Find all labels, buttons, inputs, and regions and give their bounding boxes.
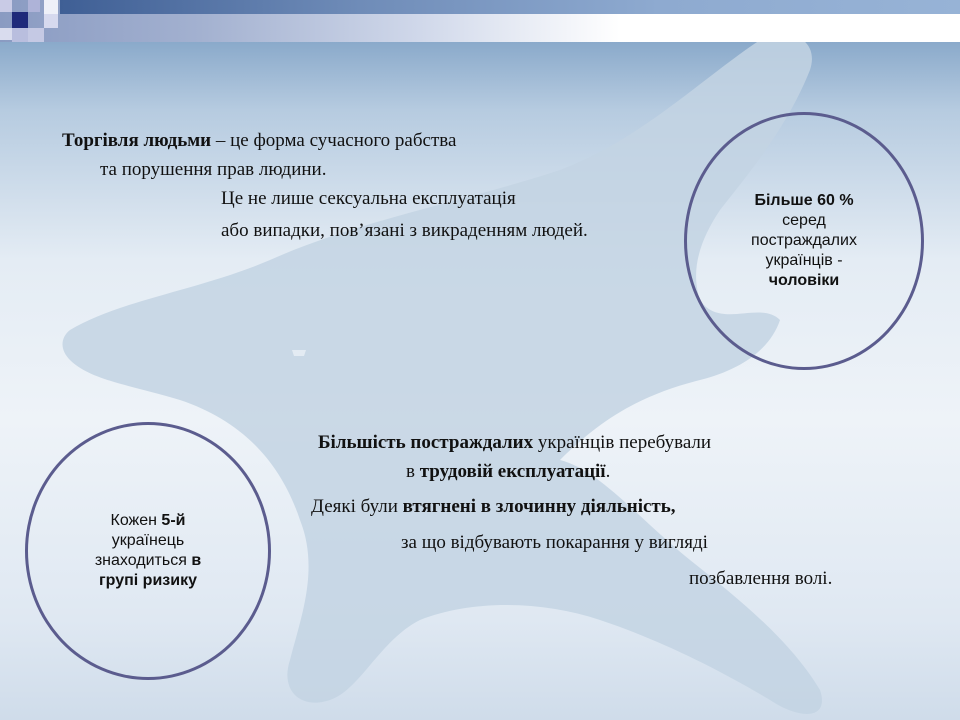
intro-line-2: та порушення прав людини. xyxy=(100,159,327,180)
intro-definition: – це форма сучасного рабства xyxy=(211,130,457,151)
top-strip xyxy=(60,0,960,14)
stat-line: постраждалих xyxy=(751,232,857,249)
lower-line-3 xyxy=(311,492,676,521)
stat-percent: Більше 60 % xyxy=(754,192,854,209)
lower-text: Деякі були xyxy=(311,496,403,517)
lower-line-5: позбавлення волі. xyxy=(689,568,833,589)
statistic-circle-risk-text xyxy=(83,511,213,591)
corner-square-light xyxy=(44,14,58,28)
risk-text: знаходиться xyxy=(94,552,192,569)
corner-square-light xyxy=(28,28,44,42)
lower-bold-labor: трудовій експлуатації xyxy=(419,461,606,482)
stat-line: українців - xyxy=(765,252,843,269)
risk-in: в xyxy=(191,552,202,569)
lower-bold-victims: Більшість постраждалих xyxy=(318,432,534,453)
lower-line-2 xyxy=(406,457,610,486)
risk-text: Кожен xyxy=(110,512,162,529)
risk-group: групі ризику xyxy=(99,572,197,589)
corner-square-lavender xyxy=(0,0,12,12)
corner-square-mid xyxy=(12,28,28,42)
lower-text: в xyxy=(406,461,420,482)
intro-line-4: або випадки, пов’язані з викраденням людей. xyxy=(221,220,588,241)
statistic-circle-men xyxy=(684,112,924,370)
risk-fifth: 5-й xyxy=(161,512,186,529)
corner-square-white xyxy=(44,0,58,14)
statistic-circle-risk xyxy=(25,422,271,680)
statistic-circle-men-text xyxy=(739,191,869,291)
lower-bold-crime: втягнені в злочинну діяльність, xyxy=(402,496,676,517)
stat-men: чоловіки xyxy=(768,272,840,289)
corner-square-light xyxy=(0,28,12,40)
stat-line: серед xyxy=(782,212,826,229)
lower-text: . xyxy=(605,461,611,482)
intro-line-1 xyxy=(62,126,456,155)
lower-text: українців перебували xyxy=(533,432,712,453)
risk-text: українець xyxy=(111,532,185,549)
lower-line-4: за що відбувають покарання у вигляді xyxy=(401,532,708,553)
corner-square-lavender xyxy=(28,0,40,12)
intro-term: Торгівля людьми xyxy=(62,130,212,151)
intro-line-3: Це не лише сексуальна експлуатація xyxy=(221,188,516,209)
corner-square-navy xyxy=(12,12,28,28)
lower-line-1 xyxy=(318,428,711,457)
